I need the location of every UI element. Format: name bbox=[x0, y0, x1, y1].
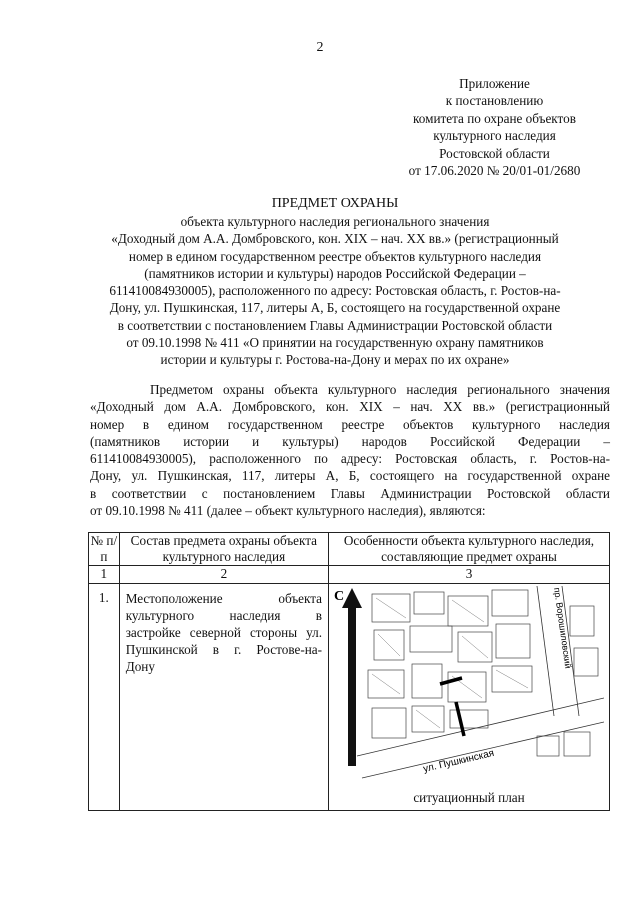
situation-plan-map bbox=[332, 586, 604, 786]
situation-plan-drawing bbox=[332, 586, 604, 786]
appendix-line: культурного наследия bbox=[433, 128, 556, 144]
column-number: 3 bbox=[329, 566, 610, 584]
appendix-line: комитета по охране объектов bbox=[413, 110, 576, 126]
heading-line: в соответствии с постановлением Главы Администрации Ростовской области bbox=[117, 317, 553, 333]
appendix-line: Ростовской области bbox=[439, 145, 550, 161]
document-heading bbox=[70, 195, 600, 369]
heading-line: «Доходный дом А.А. Домбровского, кон. XIX – нач. XX вв.» (регистрационный bbox=[111, 231, 559, 247]
north-letter: С bbox=[334, 589, 345, 604]
description-line: застройке северной стороны ул. bbox=[125, 625, 323, 640]
page-number: 2 bbox=[316, 40, 324, 55]
description-line: культурного наследия в bbox=[125, 608, 323, 623]
header-composition: Состав предмета охраны объекта культурного наследия bbox=[119, 533, 328, 566]
map-caption: ситуационный план bbox=[413, 790, 525, 805]
heading-line: Дону, ул. Пушкинская, 117, литеры А, Б, состоящего на государственной охране bbox=[109, 300, 561, 316]
row-index: 1. bbox=[89, 584, 120, 811]
description-line: Местоположение объекта bbox=[125, 591, 323, 606]
appendix-line: к постановлению bbox=[445, 93, 544, 109]
description-line: Пушкинской в г. Ростове-на- bbox=[125, 642, 323, 657]
column-number: 1 bbox=[89, 566, 120, 584]
paragraph-line: Дону, ул. Пушкинская, 117, литеры А, Б, состоящего на государственной охране bbox=[90, 468, 610, 484]
description-line: Дону bbox=[125, 659, 155, 674]
paragraph-line: от 09.10.1998 № 411 (далее – объект культурного наследия), являются: bbox=[90, 503, 486, 519]
appendix-block bbox=[392, 75, 597, 179]
table-row bbox=[89, 584, 610, 811]
heading-line: истории и культуры г. Ростова-на-Дону и мерах по их охране» bbox=[160, 352, 510, 368]
appendix-line: Приложение bbox=[459, 76, 530, 91]
street-label: ул. Пушкинская bbox=[422, 747, 496, 775]
heading-line: объекта культурного наследия регионального значения bbox=[180, 214, 490, 229]
heading-line: (памятников истории и культуры) народов Российской Федерации – bbox=[144, 265, 526, 281]
paragraph-line: в соответствии с постановлением Главы Администрации Ростовской области bbox=[90, 485, 610, 501]
column-numbers-row bbox=[89, 566, 610, 584]
paragraph-line: Предметом охраны объекта культурного наследия регионального значения bbox=[150, 382, 610, 397]
column-number: 2 bbox=[119, 566, 328, 584]
paragraph-line: номер в едином государственном реестре объектов культурного наследия bbox=[90, 416, 610, 432]
header-number: № п/п bbox=[89, 533, 120, 566]
table-header-row bbox=[89, 533, 610, 566]
paragraph-line: (памятников истории и культуры) народов Российской Федерации – bbox=[90, 433, 610, 449]
heading-line: от 09.10.1998 № 411 «О принятии на государственную охрану памятников bbox=[126, 335, 544, 351]
paragraph-line: «Доходный дом А.А. Домбровского, кон. XIX – нач. XX вв.» (регистрационный bbox=[90, 399, 610, 415]
row-description bbox=[119, 584, 328, 811]
protection-items-table bbox=[88, 532, 610, 811]
appendix-date-line: от 17.06.2020 № 20/01-01/2680 bbox=[408, 163, 581, 179]
paragraph-line: 611410084930005), расположенного по адресу: Ростовская область, г. Ростов-на- bbox=[90, 451, 610, 467]
heading-line: номер в едином государственном реестре объектов культурного наследия bbox=[128, 248, 542, 264]
row-features bbox=[329, 584, 610, 811]
heading-line: 611410084930005), расположенного по адресу: Ростовская область, г. Ростов-на- bbox=[109, 283, 561, 299]
header-features: Особенности объекта культурного наследия, составляющие предмет охраны bbox=[329, 533, 610, 566]
body-paragraph bbox=[90, 381, 610, 519]
avenue-label: пр. Ворошиловский bbox=[552, 586, 574, 670]
document-title: ПРЕДМЕТ ОХРАНЫ bbox=[271, 196, 399, 211]
